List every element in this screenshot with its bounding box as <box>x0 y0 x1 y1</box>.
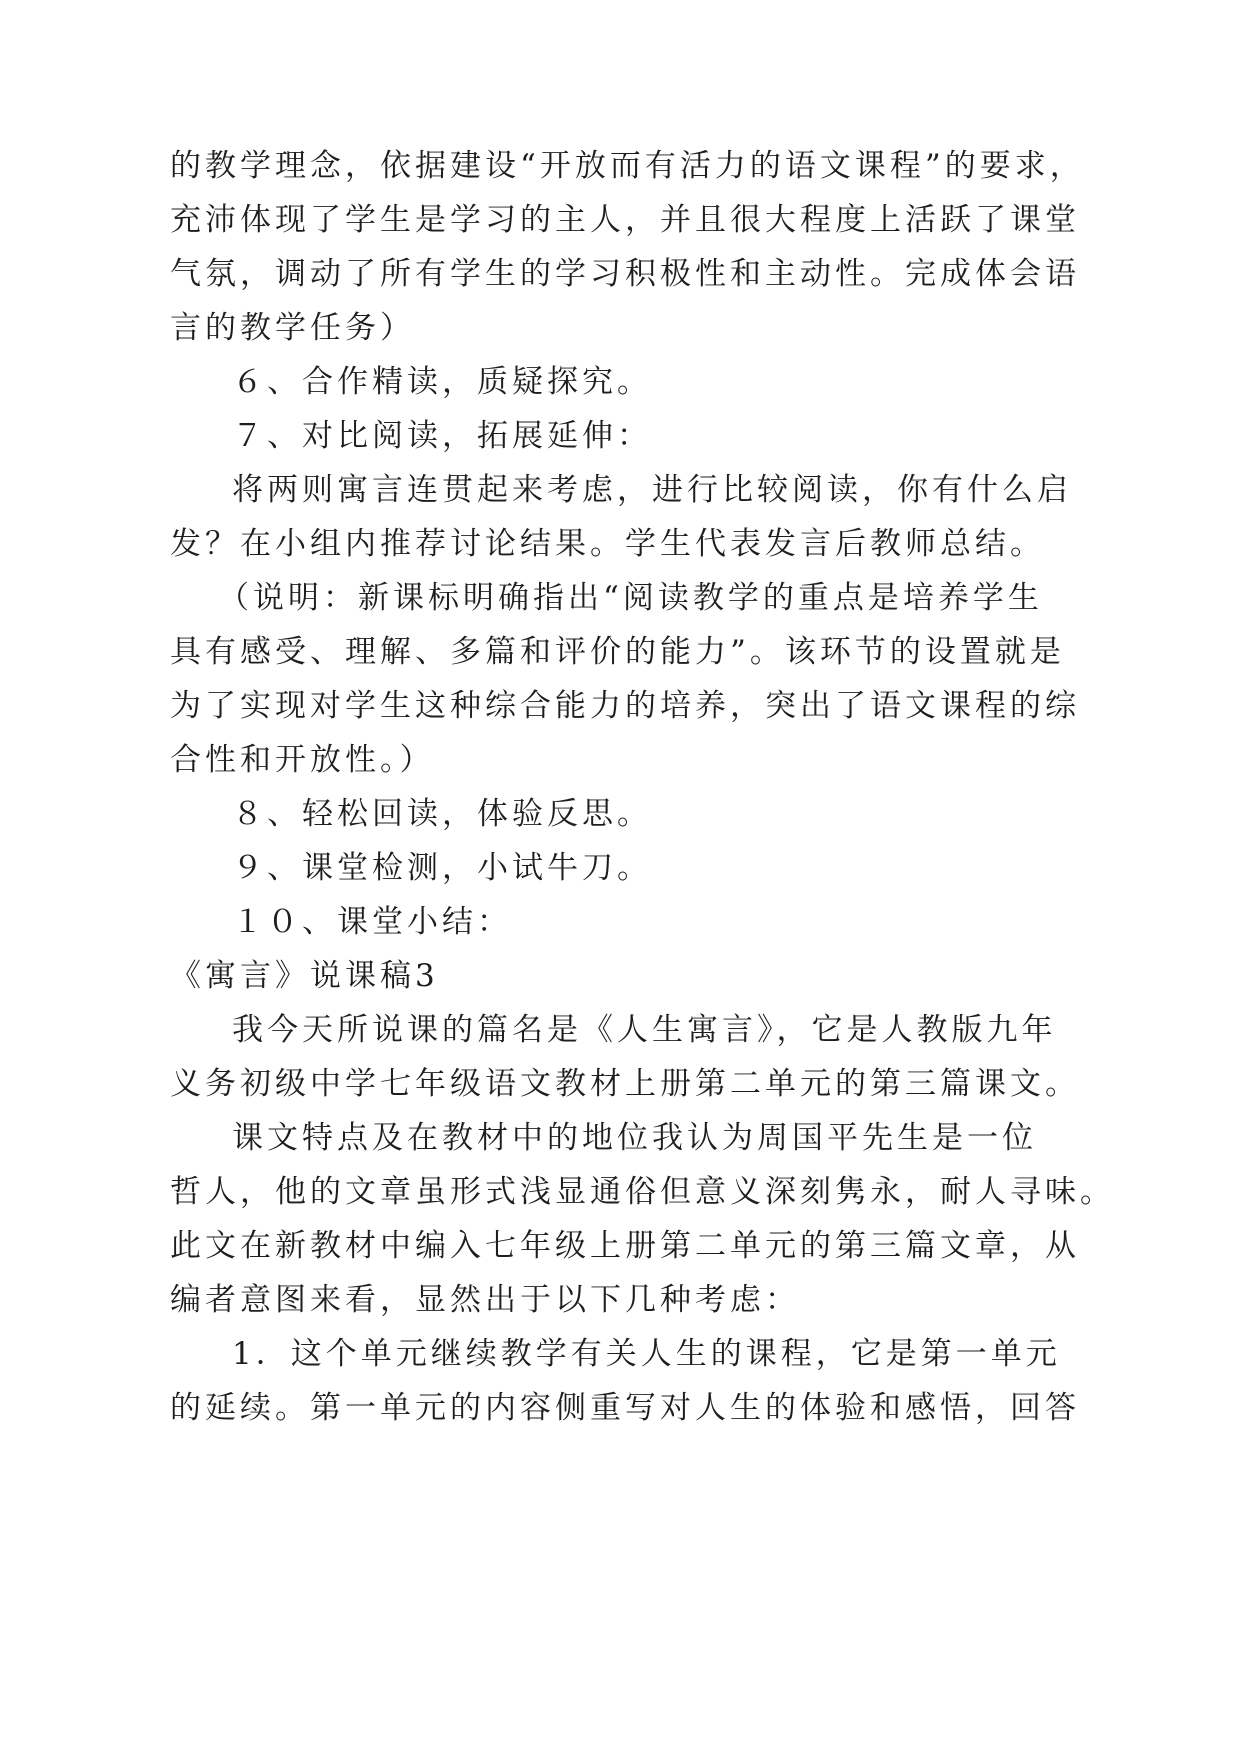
text-line: 气氛，调动了所有学生的学习积极性和主动性。完成体会语 <box>170 256 1080 292</box>
list-item: ８、轻松回读，体验反思。 <box>232 796 652 832</box>
text-line: 此文在新教材中编入七年级上册第二单元的第三篇文章，从 <box>170 1228 1080 1264</box>
text-line: 课文特点及在教材中的地位我认为周国平先生是一位 <box>232 1120 1037 1156</box>
list-item: ９、课堂检测，小试牛刀。 <box>232 850 652 886</box>
text-line: 义务初级中学七年级语文教材上册第二单元的第三篇课文。 <box>170 1066 1080 1102</box>
text-line: 的教学理念，依据建设“开放而有活力的语文课程”的要求， <box>170 148 1085 184</box>
text-line: 的延续。第一单元的内容侧重写对人生的体验和感悟，回答 <box>170 1390 1080 1426</box>
text-line: 为了实现对学生这种综合能力的培养，突出了语文课程的综 <box>170 688 1080 724</box>
text-line: 发？在小组内推荐讨论结果。学生代表发言后教师总结。 <box>170 526 1045 562</box>
text-line: 我今天所说课的篇名是《人生寓言》，它是人教版九年 <box>232 1012 1057 1048</box>
text-line: 具有感受、理解、多篇和评价的能力”。该环节的设置就是 <box>170 634 1065 670</box>
text-line: 言的教学任务） <box>170 310 415 346</box>
text-line: （说明：新课标明确指出“阅读教学的重点是培养学生 <box>218 580 1043 616</box>
section-title: 《寓言》说课稿3 <box>170 958 439 994</box>
text-line: 哲人，他的文章虽形式浅显通俗但意义深刻隽永，耐人寻味。 <box>170 1174 1115 1210</box>
list-item: 1．这个单元继续教学有关人生的课程，它是第一单元 <box>232 1336 1061 1372</box>
text-line: 将两则寓言连贯起来考虑，进行比较阅读，你有什么启 <box>232 472 1072 508</box>
list-item: １０、课堂小结： <box>232 904 512 940</box>
list-item: ６、合作精读，质疑探究。 <box>232 364 652 400</box>
list-item: ７、对比阅读，拓展延伸： <box>232 418 652 454</box>
text-line: 合性和开放性。） <box>170 742 435 778</box>
text-line: 充沛体现了学生是学习的主人，并且很大程度上活跃了课堂 <box>170 202 1080 238</box>
text-line: 编者意图来看，显然出于以下几种考虑： <box>170 1282 800 1318</box>
